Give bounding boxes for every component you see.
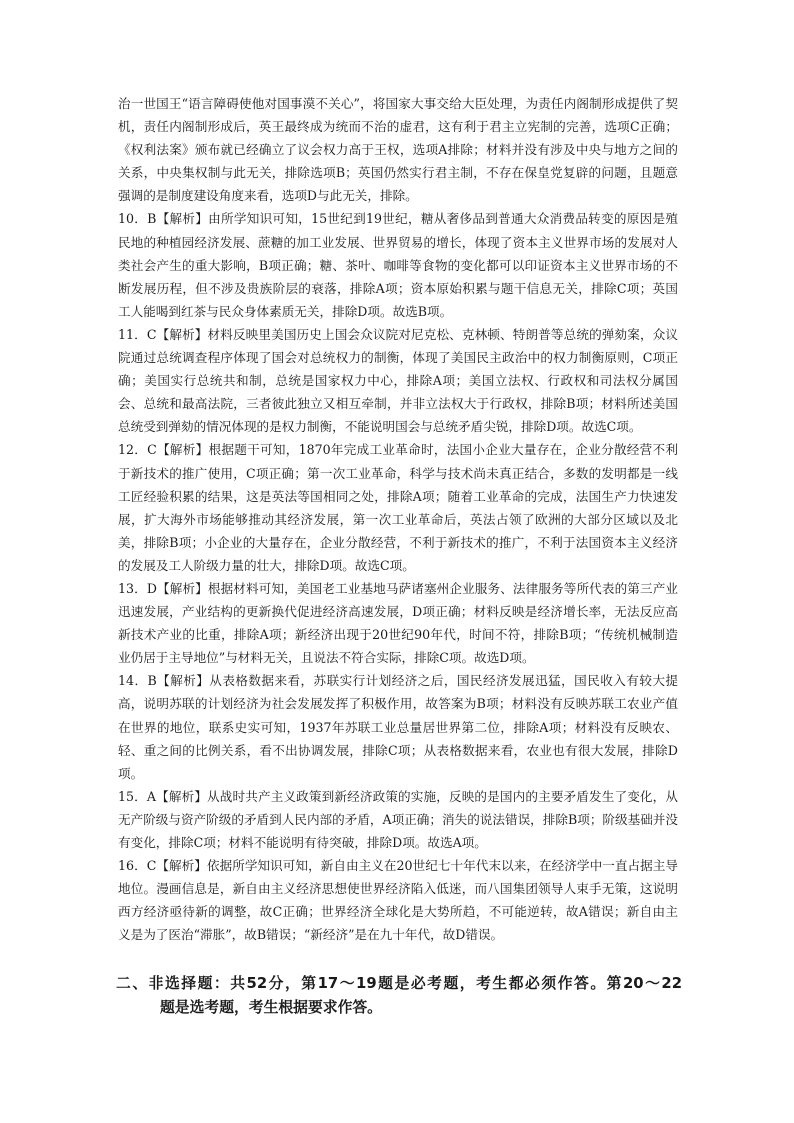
section-heading-line2: 题是选考题，考生根据要求作答。: [160, 999, 382, 1016]
answer-14: 14．B【解析】从表格数据来看，苏联实行计划经济之后，国民经济发展迅猛，国民收入有较大提高，说明苏联的计划经济为社会发展发挥了积极作用，故答案为B项；材料没有反映苏联工农业产值在世界的地位，联系史实可知，1937年苏联工业总量居世界第二位，排除A项；材料没有反映农、轻、重之间的比例关系，看不出协调发展，排除C项；从表格数据来看，农业也有很大发展，排除D项。: [118, 673, 678, 781]
answer-9-continued: 治一世国王“语言障碍使他对国事漠不关心”，将国家大事交给大臣处理，为责任内阁制形成提供了契机，责任内阁制形成后，英王最终成为统而不治的虚君，这有利于君主立宪制的完善，选项C正确；《权利法案》颁布就已经确立了议会权力高于王权，选项A排除；材料并没有涉及中央与地方之间的关系，中央集权制与此无关，排除选项B；英国仍然实行君主制，不存在保皇党复辟的问题，且题意强调的是制度建设角度来看，选项D与此无关，排除。: [118, 96, 678, 204]
answer-15: 15．A【解析】从战时共产主义政策到新经济政策的实施，反映的是国内的主要矛盾发生了变化，从无产阶级与资产阶级的矛盾到人民内部的矛盾，A项正确；消失的说法错误，排除B项；阶级基础并没有变化，排除C项；材料不能说明有待突破，排除D项。故选A项。: [118, 788, 678, 850]
answer-explanations: [118, 92, 678, 946]
section-heading-line1: 二、非选择题：共52分，第17～19题是必考题，考生都必须作答。第20～22: [116, 975, 682, 992]
answer-13: 13．D【解析】根据材料可知，美国老工业基地马萨诸塞州企业服务、法律服务等所代表的第三产业迅速发展，产业结构的更新换代促进经济高速发展，D项正确；材料反映是经济增长率，无法反应高新技术产业的比重，排除A项；新经济出现于20世纪90年代，时间不符，排除B项；“传统机械制造业仍居于主导地位”与材料无关，且说法不符合实际，排除C项。故选D项。: [118, 580, 678, 666]
answer-16: 16．C【解析】依据所学知识可知，新自由主义在20世纪七十年代末以来，在经济学中一直占据主导地位。漫画信息是，新自由主义经济思想使世界经济陷入低迷，而八国集团领导人束手无策，这说明西方经济亟待新的调整，故C正确；世界经济全球化是大势所趋，不可能逆转，故A错误；新自由主义是为了医治“滞胀”，故B错误；“新经济”是在九十年代，故D错误。: [118, 858, 678, 943]
answer-12: 12．C【解析】根据题干可知，1870年完成工业革命时，法国小企业大量存在，企业分散经营不利于新技术的推广使用，C项正确；第一次工业革命，科学与技术尚未真正结合，多数的发明都是一线工匠经验积累的结果，这是英法等国相同之处，排除A项；随着工业革命的完成，法国生产力快速发展，扩大海外市场能够推动其经济发展，第一次工业革命后，英法占领了欧洲的大部分区域以及北美，排除B项；小企业的大量存在，企业分散经营，不利于新技术的推广，不利于法国资本主义经济的发展及工人阶级力量的壮大，排除D项。故选C项。: [118, 442, 678, 573]
section-heading: [116, 972, 682, 1020]
answer-10: 10．B【解析】由所学知识可知，15世纪到19世纪，糖从奢侈品到普通大众消费品转变的原因是殖民地的种植园经济发展、蔗糖的加工业发展、世界贸易的增长，体现了资本主义世界市场的发展对人类社会产生的重大影响，B项正确；糖、茶叶、咖啡等食物的变化都可以印证资本主义世界市场的不断发展历程，但不涉及贵族阶层的衰落，排除A项；资本原始积累与题干信息无关，排除C项；英国工人能喝到红茶与民众身体素质无关，排除D项。故选B项。: [118, 211, 678, 319]
answer-11: 11．C【解析】材料反映里美国历史上国会众议院对尼克松、克林顿、特朗普等总统的弹劾案，众议院通过总统调查程序体现了国会对总统权力的制衡，体现了美国民主政治中的权力制衡原则，C项正确；美国实行总统共和制，总统是国家权力中心，排除A项；美国立法权、行政权和司法权分属国会、总统和最高法院，三者彼此独立又相互牵制，并非立法权大于行政权，排除B项；材料所述美国总统受到弹劾的情况体现的是权力制衡，不能说明国会与总统矛盾尖锐，排除D项。故选C项。: [118, 326, 678, 435]
